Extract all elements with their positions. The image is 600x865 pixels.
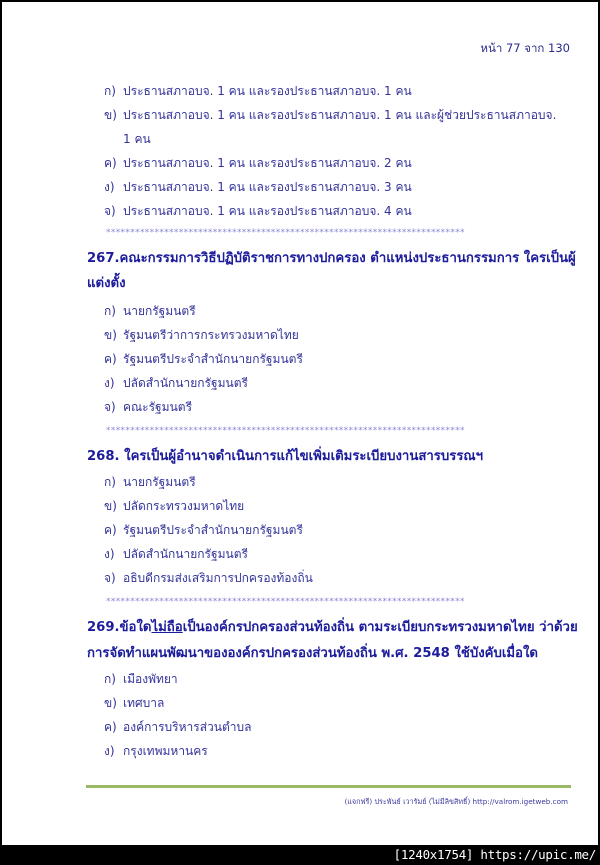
option-267-a xyxy=(104,303,196,319)
question-269-title-line2: การจัดทำแผนพัฒนาขององค์กรปกครองส่วนท้องถิ่น พ.ศ. 2548 ใช้บังคับเมื่อใด xyxy=(87,646,538,661)
option-text: อธิบดีกรมส่งเสริมการปกครองท้องถิ่น xyxy=(123,571,313,585)
document-page xyxy=(2,2,598,845)
option-text: ประธานสภาอบจ. 1 คน และรองประธานสภาอบจ. 1 คน และผู้ช่วยประธานสภาอบจ. xyxy=(123,108,557,122)
question-267-title-line2: แต่งตั้ง xyxy=(87,276,126,291)
option-label: ข) xyxy=(104,499,117,513)
option-269-a xyxy=(104,671,178,687)
page-number: หน้า 77 จาก 130 xyxy=(480,41,570,55)
option-label: ง) xyxy=(104,744,115,758)
title-suffix: เป็นองค์กรปกครองส่วนท้องถิ่น ตามระเบียบกระทรวงมหาดไทย ว่าด้วย xyxy=(182,620,578,635)
option-text: ปลัดกระทรวงมหาดไทย xyxy=(123,499,245,513)
title-prefix: 269.ข้อใด xyxy=(87,620,152,635)
option-269-b xyxy=(104,695,164,711)
option-label: ค) xyxy=(104,523,117,537)
option-266-b xyxy=(104,107,556,123)
option-text: นายกรัฐมนตรี xyxy=(123,475,196,489)
option-268-a xyxy=(104,474,196,490)
option-266-e xyxy=(104,203,412,219)
option-267-e xyxy=(104,399,192,415)
option-text: เมืองพัทยา xyxy=(123,672,178,686)
option-266-d xyxy=(104,179,412,195)
option-267-b xyxy=(104,327,299,343)
option-text: รัฐมนตรีประจำสำนักนายกรัฐมนตรี xyxy=(123,523,303,537)
option-label: ข) xyxy=(104,696,117,710)
image-info-band xyxy=(0,845,600,865)
option-label: ค) xyxy=(104,156,117,170)
option-label: ก) xyxy=(104,672,116,686)
question-269-title xyxy=(87,619,578,637)
footer-credit: (แจกฟรี) ประพันธ์ เวารัมย์ (ไม่มีลิขสิทธิ์) http://valrom.igetweb.com xyxy=(344,797,568,806)
option-label: จ) xyxy=(104,400,116,414)
option-label: ค) xyxy=(104,352,117,366)
option-label: ก) xyxy=(104,304,116,318)
option-label: ค) xyxy=(104,720,117,734)
option-label: ก) xyxy=(104,84,116,98)
option-267-d xyxy=(104,375,248,391)
option-text: รัฐมนตรีว่าการกระทรวงมหาดไทย xyxy=(123,328,299,342)
option-label: จ) xyxy=(104,204,116,218)
option-label: จ) xyxy=(104,571,116,585)
option-label: ง) xyxy=(104,180,115,194)
option-text: รัฐมนตรีประจำสำนักนายกรัฐมนตรี xyxy=(123,352,303,366)
option-label: ข) xyxy=(104,108,117,122)
footer-divider xyxy=(86,785,571,788)
option-267-c xyxy=(104,351,303,367)
option-text: ประธานสภาอบจ. 1 คน และรองประธานสภาอบจ. 3 คน xyxy=(123,180,412,194)
separator: ************************************************************************** xyxy=(106,228,465,238)
option-text: ประธานสภาอบจ. 1 คน และรองประธานสภาอบจ. 4 คน xyxy=(123,204,412,218)
question-267-title: 267.คณะกรรมการวิธีปฏิบัติราชการทางปกครอง ตำแหน่งประธานกรรมการ ใครเป็นผู้ xyxy=(87,251,576,266)
option-266-a xyxy=(104,83,412,99)
option-label: ง) xyxy=(104,376,115,390)
option-268-c xyxy=(104,522,303,538)
separator: ************************************************************************** xyxy=(106,426,465,436)
option-text: ประธานสภาอบจ. 1 คน และรองประธานสภาอบจ. 2 คน xyxy=(123,156,412,170)
option-text: เทศบาล xyxy=(123,696,165,710)
option-268-d xyxy=(104,546,248,562)
question-268-title: 268. ใครเป็นผู้อำนาจดำเนินการแก้ไขเพิ่มเติมระเบียบงานสารบรรณฯ xyxy=(87,449,484,464)
option-266-c xyxy=(104,155,412,171)
option-label: ก) xyxy=(104,475,116,489)
option-label: ง) xyxy=(104,547,115,561)
option-text: กรุงเทพมหานคร xyxy=(123,744,208,758)
option-266-b-continuation: 1 คน xyxy=(123,132,151,146)
title-emphasis: ไม่ถือ xyxy=(151,620,183,635)
option-269-d xyxy=(104,743,208,759)
option-text: ปลัดสำนักนายกรัฐมนตรี xyxy=(123,547,248,561)
image-info-text: [1240x1754] https://upic.me/ xyxy=(393,847,596,862)
option-268-e xyxy=(104,570,313,586)
separator: ************************************************************************** xyxy=(106,597,465,607)
option-text: นายกรัฐมนตรี xyxy=(123,304,196,318)
option-text: ประธานสภาอบจ. 1 คน และรองประธานสภาอบจ. 1 คน xyxy=(123,84,412,98)
option-text: องค์การบริหารส่วนตำบล xyxy=(123,720,252,734)
option-269-c xyxy=(104,719,251,735)
option-text: คณะรัฐมนตรี xyxy=(123,400,193,414)
option-268-b xyxy=(104,498,244,514)
option-text: ปลัดสำนักนายกรัฐมนตรี xyxy=(123,376,248,390)
option-label: ข) xyxy=(104,328,117,342)
